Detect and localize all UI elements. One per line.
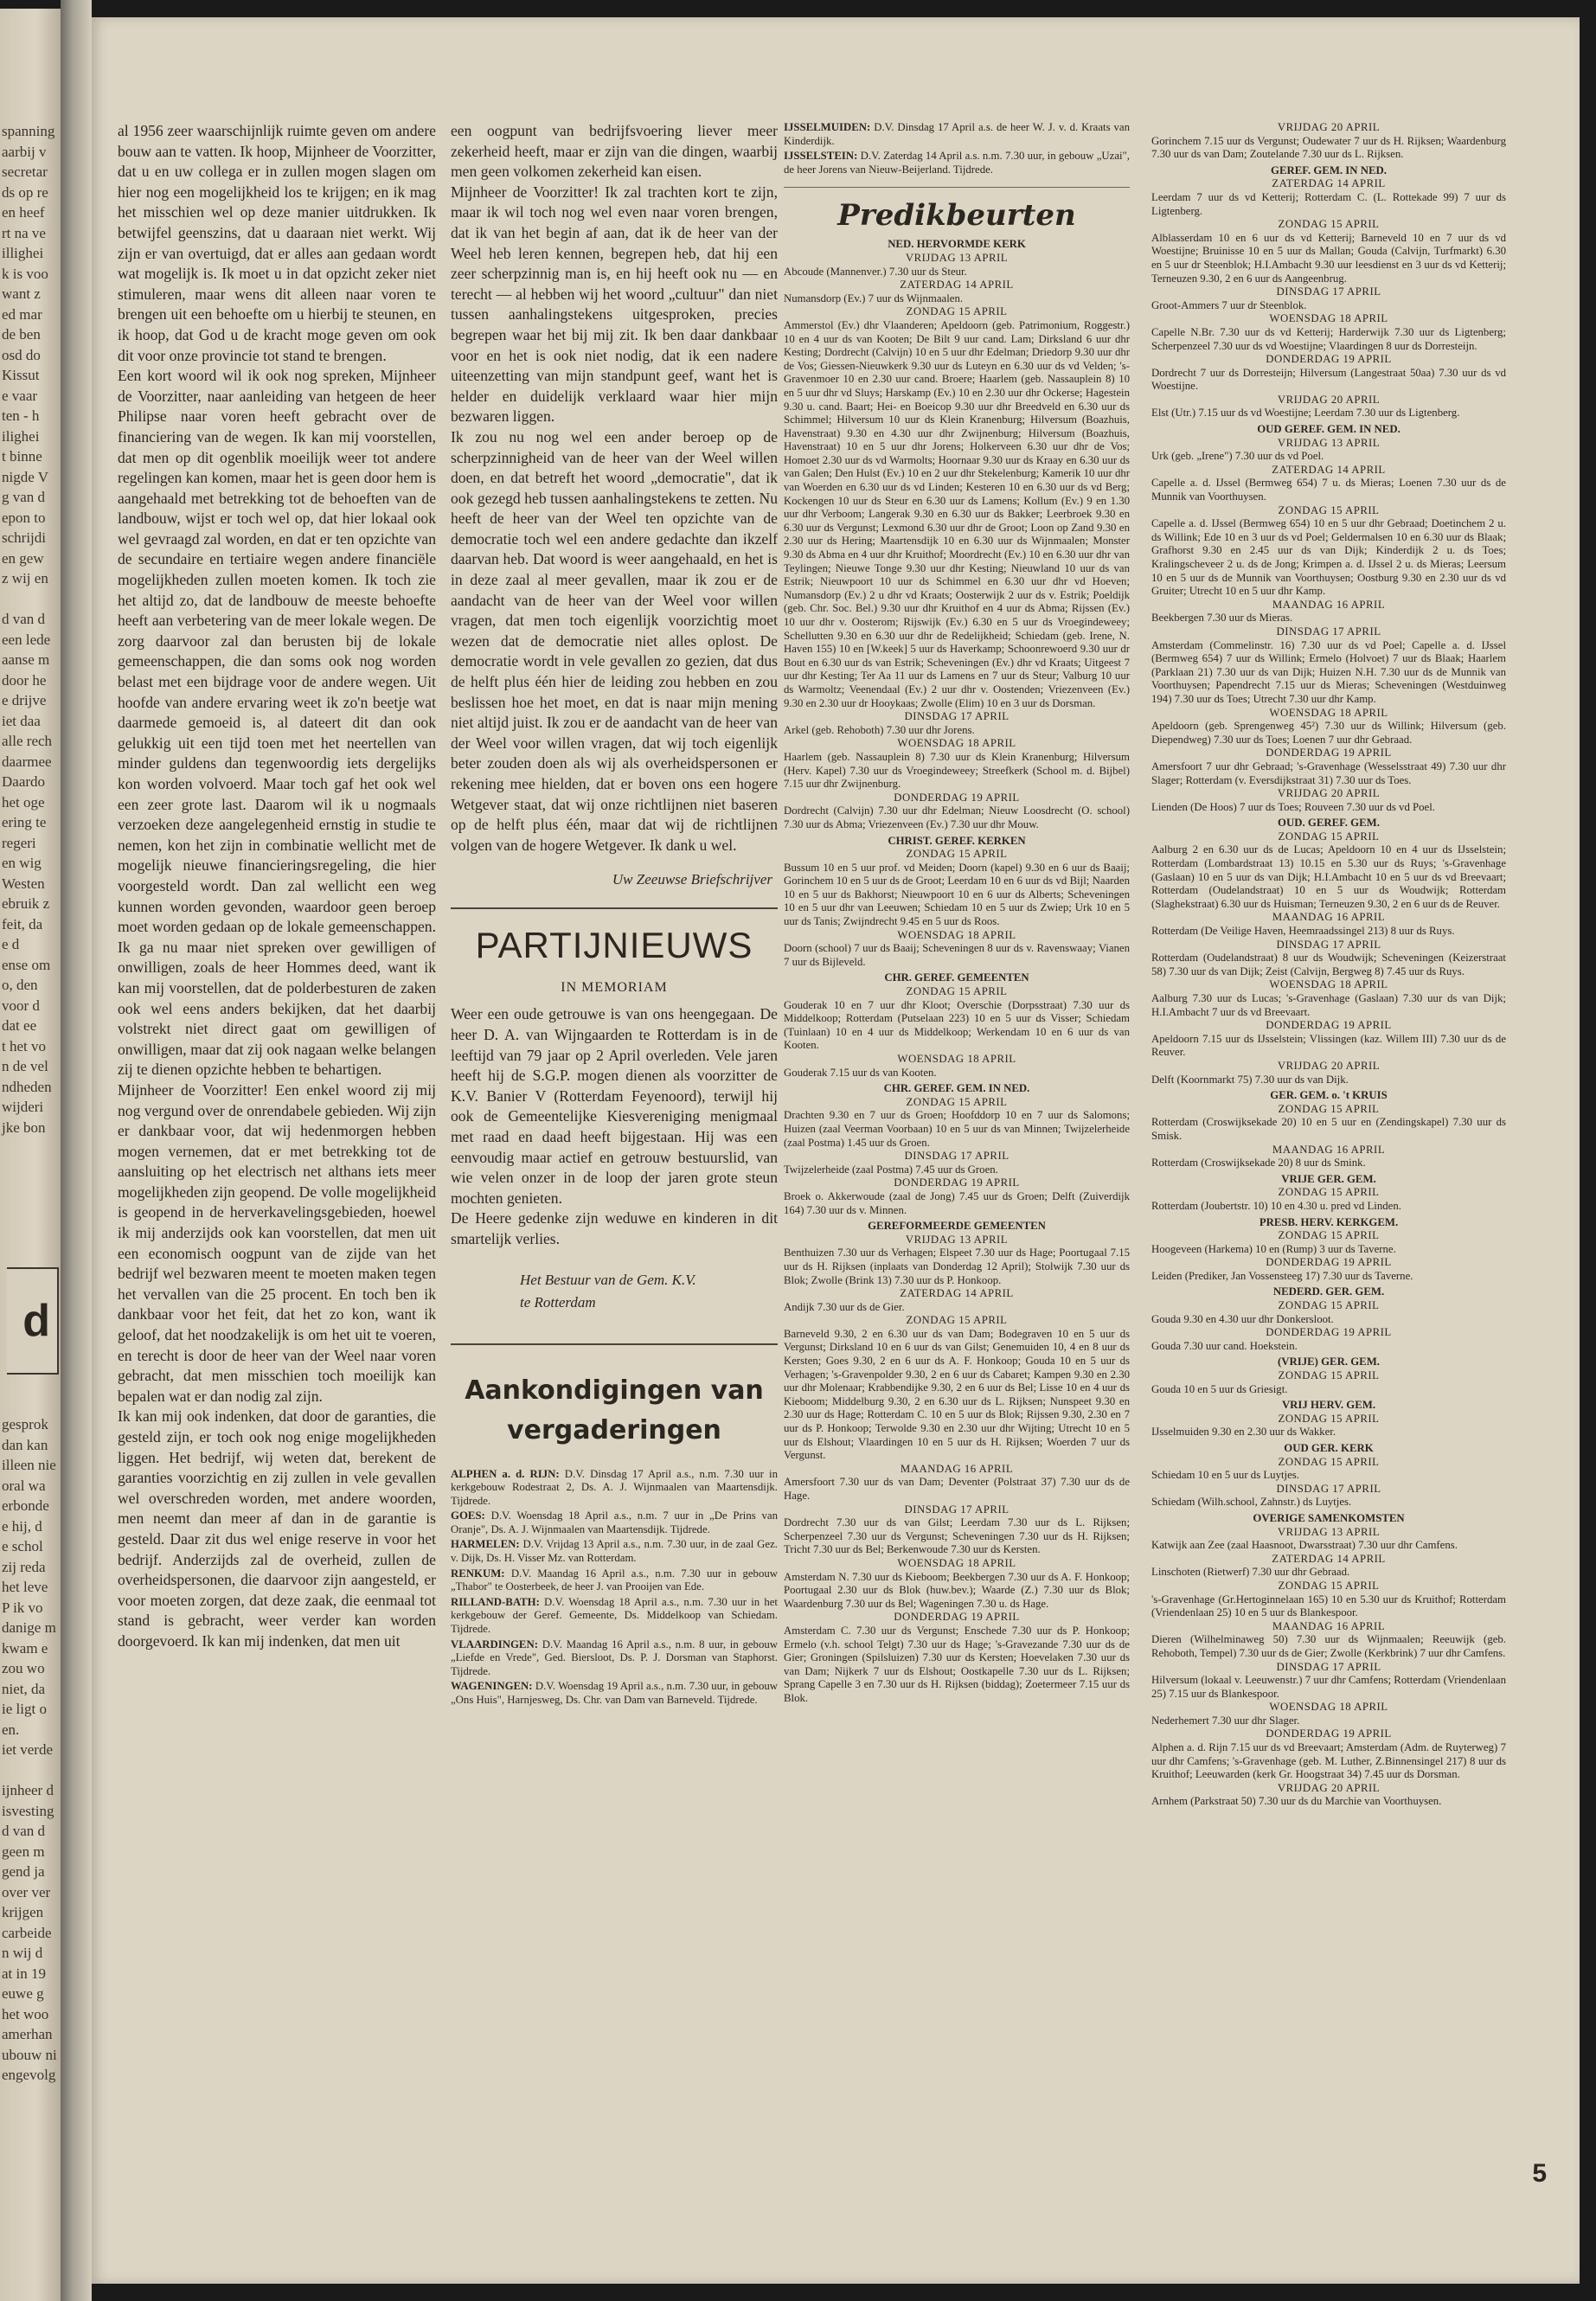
schedule-text: Hoogeveen (Harkema) 10 en (Rump) 3 uur ds Taverne. (1151, 1242, 1396, 1255)
left-page-line: de ben (2, 326, 41, 343)
paragraph: een oogpunt van bedrijfsvoering liever meer zekerheid heeft, maar er zijn van die dingen, waarbij men geen volkomen zekerheid kan eisen. (451, 122, 778, 181)
day-heading: ZONDAG 15 APRIL (906, 985, 1008, 998)
left-page-line: osd do (2, 346, 41, 363)
schedule-text: Arnhem (Parkstraat 50) 7.30 uur ds du Marchie van Voorthuysen. (1151, 1795, 1442, 1808)
left-page-line: over ver (2, 1883, 51, 1900)
column-2 (451, 121, 778, 1709)
schedule-text: Dieren (Wilhelminaweg 50) 7.30 uur ds Wijnmaalen; Reeuwijk (geb. Rehoboth, Tempel) 7.30 uur ds de Gier; Zwolle (Kerkbrink) 7 uur dhr Camfens. (1151, 1633, 1506, 1659)
schedule-text: Urk (geb. „Irene") 7.30 uur ds vd Poel. (1151, 450, 1324, 463)
day-heading: ZONDAG 15 APRIL (906, 305, 1008, 318)
day-heading: ZONDAG 15 APRIL (1278, 1412, 1380, 1425)
announcement-text: D.V. Maandag 16 April a.s., n.m. 8 uur, in gebouw „Liefde en Vrede", Ged. Biersloot, Ds. P. J. Dorsman van Staphorst. Tijdrede. (451, 1638, 778, 1677)
schedule-text: Hilversum (lokaal v. Leeuwenstr.) 7 uur dhr Camfens; Rotterdam (Vriendenlaan 25) 7.15 uur ds Blankespoor. (1151, 1674, 1506, 1700)
article-continuation (118, 121, 436, 1652)
day-heading: ZONDAG 15 APRIL (1278, 1299, 1380, 1312)
day-heading: ZONDAG 15 APRIL (1278, 218, 1380, 231)
aank-title-line-1: Aankondigingen van (465, 1375, 764, 1406)
schedule-text: Capelle N.Br. 7.30 uur ds vd Ketterij; Harderwijk 7.30 uur ds Ligtenberg; Scherpenzeel 7.30 uur ds vd Woestijne; Vlaardingen 8 uur ds Dorresteijn. (1151, 325, 1506, 352)
day-heading: DONDERDAG 19 APRIL (1266, 353, 1392, 366)
schedule-text: Broek o. Akkerwoude (zaal de Jong) 7.45 uur ds Groen; Delft (Zuiverdijk 164) 7.30 uur ds v. Minnen. (784, 1189, 1130, 1216)
left-page-line: k is voo (2, 265, 48, 282)
day-heading: ZATERDAG 14 APRIL (900, 279, 1014, 292)
left-page-line: dat ee (2, 1017, 37, 1034)
day-heading: DONDERDAG 19 APRIL (1266, 747, 1392, 760)
schedule-text: Alphen a. d. Rijn 7.15 uur ds vd Breevaart; Amsterdam (Adm. de Ruyterweg) 7 uur dhr Camfens; 's-Gravenhage (geb. M. Luther, Z.Binnensingel 217) 8 uur ds Kruithof; Leeuwarden (kerk Gr. Hoogstraat 34) 7.45 uur ds Dorsman. (1151, 1741, 1506, 1781)
left-page-line: en. (2, 1721, 20, 1738)
schedule-text: Gouderak 10 en 7 uur dhr Kloot; Overschie (Dorpsstraat) 7.30 uur ds Middelkoop; Rotterdam (Putselaan 223) 10 en 5 uur ds Visser; Schiedam (Tuinlaan) 10 en 4 uur ds Middelkoop; Werkendam 10 en 6 uur ds van Kooten. (784, 998, 1130, 1052)
left-page-line: amerhan (2, 2026, 53, 2042)
announcement-entry (451, 1567, 778, 1594)
schedule-text: Amersfoort 7 uur dhr Gebraad; 's-Gravenhage (Wesselsstraat 49) 7.30 uur dhr Slager; Rotterdam (v. Eversdijkstraat 31) 7.30 uur ds Toes. (1151, 760, 1506, 786)
schedule-text: Dordrecht 7.30 uur ds van Gilst; Leerdam 7.30 uur ds L. Rijksen; Scherpenzeel 7.30 uur ds Vergunst; Scheveningen 7.30 uur ds H. Rijksen; Tricht 7.30 uur ds Bel; Berkenwoude 7.30 uur ds Kersten. (784, 1516, 1130, 1556)
schedule-text: Rotterdam (De Veilige Haven, Heemraadssingel 213) 8 uur ds Ruys. (1151, 925, 1455, 938)
left-page-line: feit, da (2, 915, 43, 933)
schedule-text: Gouda 7.30 uur cand. Hoekstein. (1151, 1339, 1298, 1352)
day-heading: ZONDAG 15 APRIL (1278, 1579, 1380, 1592)
left-page-line: secretar (2, 163, 48, 180)
day-heading: VRIJDAG 13 APRIL (905, 251, 1009, 264)
day-heading: VRIJDAG 20 APRIL (1277, 1781, 1381, 1794)
church-heading: VRIJ HERV. GEM. (1281, 1399, 1376, 1412)
left-page-edge (0, 9, 61, 2301)
left-page-line: zij reda (2, 1558, 46, 1575)
church-heading: OUD GER. KERK (1284, 1442, 1374, 1454)
left-page-line: dan kan (2, 1436, 48, 1453)
left-page-line: d van d (2, 611, 46, 627)
day-heading: ZATERDAG 14 APRIL (1272, 177, 1386, 190)
left-page-line: at in 19 (2, 1965, 46, 1982)
left-page-line: wijderi (2, 1099, 44, 1115)
schedule-text: Leerdam 7 uur ds vd Ketterij; Rotterdam C. (L. Rottekade 99) 7 uur ds Ligtenberg. (1151, 190, 1506, 217)
day-heading: MAANDAG 16 APRIL (1272, 598, 1386, 611)
left-page-line: euwe g (2, 1985, 44, 2002)
schedule-text: Apeldoorn 7.15 uur ds IJsselstein; Vlissingen (kaz. Willem III) 7.30 uur ds de Reuver. (1151, 1032, 1506, 1059)
schedule-text: Schiedam 10 en 5 uur ds Luytjes. (1151, 1469, 1299, 1482)
schedule-text: Doorn (school) 7 uur ds Baaij; Scheveningen 8 uur ds v. Ravenswaay; Vianen 7 uur ds Bijleveld. (784, 942, 1130, 968)
left-page-line: schrijdi (2, 529, 46, 546)
day-heading: ZONDAG 15 APRIL (906, 1095, 1008, 1108)
schedule-text: Nederhemert 7.30 uur dhr Slager. (1151, 1714, 1300, 1727)
left-page-line: een lede (2, 631, 51, 648)
paragraph: Ik zou nu nog wel een ander beroep op de scherpzinnigheid van de heer van der Weel willen doen, en dat betreft het woord „democratie", dat ik ook gezegd heb tussen aanhalingstekens te zetten. Nu heeft de heer van der Weel ten opzichte van de democratie toch wel een andere gedachte dan ikzelf daarvan heb. Dat woord is weer aangehaald, en het is in deze zaal al meer gevallen, maar ik zou er de aandacht van de heer van der Weel voor willen vragen, dat men toch eigenlijk voorzichtig moet wezen dat de democratie niet alles oplost. De democratie wordt in vele gevallen zo gezien, dat dus de helft plus één hier de leiding zou hebben en zou beslissen hoe het moet, en dat is naar mijn mening niet altijd juist. Ik zou er de aandacht van de heer van der Weel voor willen vragen, dat wij toch eigenlijk beter zouden doen als wij als overheidspersonen er rekening mee hielden, dat er boven ons een hogere Wetgever staat, dat wij onze richtlijnen niet baseren op de helft plus één, maar dat wij de richtlijnen volgen van de hogere Wetgever. Ik dank u wel. (451, 427, 778, 854)
left-page-box-letter: d (22, 1296, 50, 1346)
left-page-text (0, 9, 61, 1138)
schedule-text: Abcoude (Mannenver.) 7.30 uur ds Steur. (784, 265, 967, 278)
left-page-line: iet daa (2, 712, 41, 729)
left-page-line: en wig (2, 855, 42, 871)
left-page-line: Daardo (2, 773, 46, 790)
announcement-place: VLAARDINGEN: (451, 1638, 538, 1650)
memoriam-text (451, 1004, 778, 1249)
schedule-text: Drachten 9.30 en 7 uur ds Groen; Hoofddorp 10 en 7 uur ds Salomons; Huizen (zaal Veerman Voorbaan) 10 en 5 uur ds van Minnen; Twijzelerheide (zaal Postma) 1.45 uur ds Groen. (784, 1109, 1130, 1149)
column-3 (784, 121, 1130, 1706)
day-heading: DONDERDAG 19 APRIL (894, 791, 1020, 804)
divider (451, 907, 778, 909)
announcement-place: IJSSELSTEIN: (784, 150, 858, 163)
left-page-line: illighei (2, 245, 44, 261)
day-heading: VRIJDAG 13 APRIL (1277, 1525, 1381, 1538)
left-page-line: het woo (2, 2005, 49, 2022)
left-page-line: e d (2, 936, 20, 952)
day-heading: ZONDAG 15 APRIL (906, 1314, 1008, 1327)
church-heading: NED. HERVORMDE KERK (888, 238, 1026, 251)
announcement-place: WAGENINGEN: (451, 1680, 533, 1693)
schedule-text: Delft (Koornmarkt 75) 7.30 uur ds van Dijk. (1151, 1073, 1349, 1086)
left-page-line: rt na ve (2, 224, 46, 241)
announcement-text: D.V. Woensdag 19 April a.s., n.m. 7.30 uur, in gebouw „Ons Huis", Harnjesweg, Ds. Chr. van Dam van Barneveld. Tijdrede. (451, 1680, 778, 1706)
paragraph: Mijnheer de Voorzitter! Een enkel woord zij mij nog vergund over de onrendabele gebieden. Wij zijn er dankbaar voor, dat wij hedenmorgen hebben mogen vernemen, dat er met betrekking tot de aansluiting op het electrisch net althans iets meer mogelijkheden zijn geopend. De volle mogelijkheid is geopend in de herverkavelingsgebieden, hoewel ik mij anderzijds ook kan voorstellen, dat men uit een economisch oogpunt van de zijde van het bedrijf wel bezwaren meent te moeten maken tegen het vervallen van die 25 procent. En toch ben ik dankbaar voor het feit, dat het zo kon, want ik geloof, dat het noodzakelijk is om het uit te voeren, en terecht is door de heer van der Weel naar voren gebracht, dat men misschien toch moeilijk kan bepalen wat er dan nodig zal zijn. (118, 1080, 436, 1405)
left-page-line: t binne (2, 448, 42, 465)
announcement-list (451, 1468, 778, 1708)
day-heading: DINSDAG 17 APRIL (904, 1150, 1010, 1163)
announcement-entry (451, 1538, 778, 1565)
schedule-text: 's-Gravenhage (Gr.Hertoginnelaan 165) 10 en 5.30 uur ds Kruithof; Rotterdam (Vriendenlaan 25) 10 en 5 uur ds Blankespoor. (1151, 1593, 1506, 1619)
left-page-line: danige m (2, 1619, 56, 1636)
left-page-line: oral wa (2, 1477, 46, 1494)
schedule-text: Schiedam (Wilh.school, Zahnstr.) ds Luytjes. (1151, 1496, 1352, 1509)
day-heading: DONDERDAG 19 APRIL (894, 1176, 1020, 1189)
left-page-line: t het vo (2, 1037, 46, 1054)
schedule-text: Bussum 10 en 5 uur prof. vd Meiden; Doorn (kapel) 9.30 en 6 uur ds Baaij; Gorinchem 10 en 5 uur ds de Groot; Leerdam 10 en 6 uur ds vd Bijl; Naarden 10 en 5 uur ds Bakhorst; Nieuwpoort 10 en 6 uur ds Alberts; Scheveningen 10 en 5 uur dhr van Leeuwen; Schiedam 10 en 5 uur ds Zwiep; Urk 10 en 5 uur ds Tanis; Zwijndrecht 9.45 en 5 uur ds Roos. (784, 861, 1130, 928)
schedule-text: Aalburg 7.30 uur ds Lucas; 's-Gravenhage (Gaslaan) 7.30 uur ds van Dijk; H.I.Ambacht 7 uur ds vd Breevaart. (1151, 992, 1506, 1018)
left-page-line: door he (2, 671, 47, 689)
article-signature: Uw Zeeuwse Briefschrijver (612, 871, 772, 888)
left-page-line: P ik vo (2, 1599, 43, 1616)
day-heading: ZONDAG 15 APRIL (1278, 1102, 1380, 1115)
announcement-entry (784, 121, 1130, 148)
schedule-text: Apeldoorn (geb. Sprengenweg 45²) 7.30 uur ds Willink; Hilversum (geb. Diependweg) 7.30 uur ds Toes; Loenen 7 uur dhr Gebraad. (1151, 720, 1506, 746)
newspaper-page (92, 17, 1580, 2284)
left-page-line: aanse m (2, 651, 50, 668)
announcement-entry (451, 1596, 778, 1637)
day-heading: DINSDAG 17 APRIL (1276, 1660, 1381, 1673)
left-page-line: ds op re (2, 183, 48, 201)
left-page-line: e hij, d (2, 1517, 42, 1535)
announcement-text: D.V. Vrijdag 13 April a.s., n.m. 7.30 uur, in de zaal Gez. v. Dijk, Ds. H. Visser Mz. van Rotterdam. (451, 1538, 778, 1565)
schedule-text: Barneveld 9.30, 2 en 6.30 uur ds van Dam; Bodegraven 10 en 5 uur ds Vergunst; Dirksland 10 en 6 uur ds van Gilst; Genemuiden 10, 4 en 8 uur ds Kersten; Goes 9.30, 2 en 6 uur ds A. F. Honkoop; Gouda 10 en 5 uur ds Verhagen; 's-Gravenpolder 9.30, 2 en 6 uur ds Cabaret; Kampen 9.30 en 2.30 uur dhr Molenaar; Krabbendijke 9.30, 2 en 6 uur ds Bel; Lisse 10 en 4 uur ds Kieboom; Middelburg 9.30, 2 en 6.30 uur ds L. Rijksen; Nunspeet 9.30 en 2.30 uur ds Hage; Rotterdam C. 10 en 5 uur ds Blok; Rijssen 9.30, 2.30 en 7 uur ds P. Honkoop; Terwolde 9.30 en 2.30 uur dhr Wijting; Utrecht 10 en 5 uur ds Elshout; Vlaardingen 10 en 5 uur ds H. Rijksen; Woerden 7 uur ds Vergunst. (784, 1327, 1130, 1462)
day-heading: DINSDAG 17 APRIL (904, 710, 1010, 723)
day-heading: DINSDAG 17 APRIL (1276, 285, 1381, 298)
left-page-line: geen m (2, 1843, 45, 1860)
left-page-line: iet verde (2, 1741, 53, 1758)
day-heading: VRIJDAG 13 APRIL (905, 1233, 1009, 1246)
schedule-text: Beekbergen 7.30 uur ds Mieras. (1151, 612, 1293, 625)
left-page-line: ense om (2, 956, 51, 973)
announcement-entry (451, 1638, 778, 1679)
left-page-line: alle rech (2, 733, 53, 749)
schedule-text: Haarlem (geb. Nassauplein 8) 7.30 uur ds Klein Kranenburg; Hilversum (Herv. Kapel) 7.30 uur ds Vroegindeweey; Streefkerk (School m. d. Bijbel) 7.15 uur dhr Zwijnenburg. (784, 750, 1130, 791)
day-heading: WOENSDAG 18 APRIL (1269, 706, 1388, 719)
day-heading: DINSDAG 17 APRIL (904, 1503, 1010, 1516)
left-page-line: zou wo (2, 1660, 45, 1676)
left-page-line: ndheden (2, 1078, 52, 1095)
divider (784, 187, 1130, 188)
left-page-line: gesprok (2, 1416, 48, 1433)
day-heading: ZONDAG 15 APRIL (1278, 503, 1380, 516)
schedule-text: Linschoten (Rietwerf) 7.30 uur dhr Gebraad. (1151, 1566, 1350, 1579)
memoriam-signature-line-1: Het Bestuur van de Gem. K.V. (520, 1271, 696, 1288)
schedule-text: Numansdorp (Ev.) 7 uur ds Wijnmaalen. (784, 292, 964, 304)
schedule-text: Twijzelerheide (zaal Postma) 7.45 uur ds Groen. (784, 1163, 998, 1176)
left-page-line: krijgen (2, 1904, 44, 1920)
schedule-text: Gouderak 7.15 uur ds van Kooten. (784, 1066, 937, 1079)
memoriam-heading: IN MEMORIAM (561, 980, 668, 996)
day-heading: WOENSDAG 18 APRIL (1269, 312, 1388, 325)
day-heading: ZONDAG 15 APRIL (1278, 1186, 1380, 1199)
memoriam-signature-line-2: te Rotterdam (520, 1293, 596, 1311)
announcement-text: D.V. Maandag 16 April a.s., n.m. 7.30 uur in gebouw „Thabor" te Oosterbeek, de heer J. van Prooijen van Ede. (451, 1567, 778, 1593)
announcement-entry (451, 1680, 778, 1707)
left-page-line: ie ligt o (2, 1701, 47, 1717)
schedule-text: Dordrecht 7 uur ds Dorresteijn; Hilversum (Langestraat 50aa) 7.30 uur ds vd Woestijne. (1151, 366, 1506, 393)
announcement-text: D.V. Dinsdag 17 April a.s. de heer W. J. v. d. Kraats van Kinderdijk. (784, 121, 1130, 147)
announcement-text: D.V. Dinsdag 17 April a.s., n.m. 7.30 uur in kerkgebouw Rodestraat 2, Ds. A. J. Wijnmaalen van Maartensdijk. Tijdrede. (451, 1467, 778, 1507)
section-title-predikbeurten: Predikbeurten (837, 198, 1076, 234)
schedule-text: Gorinchem 7.15 uur ds Vergunst; Oudewater 7 uur ds H. Rijksen; Waardenburg 7.30 uur ds van Dam; Zoutelande 7.30 uur ds L. Rijksen. (1151, 134, 1506, 161)
memoriam-signature (520, 1269, 778, 1314)
paragraph: Mijnheer de Voorzitter! Ik zal trachten kort te zijn, maar ik wil toch nog wel even naar voren brengen, dat ik van het begin af aan, dat ik de heer van der Weel heb leren kennen, begrepen heb, dat hij een zeer scherpzinnig man is, en hij heeft ook nu — en terecht — al hebben wij het woord „cultuur" dan niet tussen aanhalingstekens uitgesproken, precies begrepen waar het bij mij zit. Ik ben daar dankbaar voor en het is ook niet nodig, dat ik een nadere uiteenzetting van mijn standpunt geef, want het is helder en duidelijk verklaard waar hier mijn bezwaren liggen. (451, 183, 778, 426)
aank-title-line-2: vergaderingen (507, 1414, 721, 1445)
left-page-line: het leve (2, 1579, 48, 1595)
left-page-line: n de vel (2, 1058, 48, 1074)
left-page-line (0, 589, 61, 610)
paragraph: De Heere gedenke zijn weduwe en kinderen in dit smartelijk verlies. (451, 1209, 778, 1247)
announcement-place: HARMELEN: (451, 1538, 520, 1551)
schedule-text: Benthuizen 7.30 uur ds Verhagen; Elspeet 7.30 uur ds Hage; Poortugaal 7.15 uur ds H. Rijksen (inplaats van Donderdag 12 April); Stolwijk 7.30 uur ds Blok; Zwolle (Brink 13) 7.30 uur ds P. Honkoop. (784, 1247, 1130, 1286)
paragraph: al 1956 zeer waarschijnlijk ruimte geven om andere bouw aan te vatten. Ik hoop, Mijnheer de Voorzitter, dat u en uw collega er in zullen mogen slagen om hier nog een mogelijkheid los te krijgen; en ik mag het misschien wel op deze manier uitdrukken. Ik betwijfel geenszins, dat u daaraan niet werkt. Wij zijn er van overtuigd, dat er alles aan gedaan wordt wat mogelijk is. Ik moet u in dat opzicht zeker niet stimuleren, maar wens dit alleen naar voren te brengen uit een behoefte om u hierbij te steunen, en ik hoop, dat God u de kracht moge geven om ook dit voor onze provincie tot stand te brengen. (118, 122, 436, 364)
day-heading: ZONDAG 15 APRIL (1278, 1229, 1380, 1242)
left-page-line: epon to (2, 509, 46, 526)
day-heading: WOENSDAG 18 APRIL (897, 1556, 1016, 1569)
column-4 (1151, 121, 1506, 1809)
day-heading: DINSDAG 17 APRIL (1276, 625, 1381, 638)
left-page-line: het oge (2, 793, 45, 811)
left-page-line: ebruik z (2, 895, 50, 912)
left-page-line: jke bon (2, 1118, 46, 1136)
day-heading: DONDERDAG 19 APRIL (894, 1611, 1020, 1624)
schedule-text: Capelle a. d. IJssel (Bermweg 654) 7 u. ds Mieras; Loenen 7.30 uur ds de Munnik van Voorthuysen. (1151, 477, 1506, 503)
announcement-text: D.V. Zaterdag 14 April a.s. n.m. 7.30 uur, in gebouw „Uzai", de heer Jorens van Nieuw-Beijerland. Tijdrede. (784, 150, 1130, 176)
schedule-text: Katwijk aan Zee (zaal Haasnoot, Dwarsstraat) 7.30 uur dhr Camfens. (1151, 1539, 1458, 1552)
church-heading: GEREFORMEERDE GEMEENTEN (868, 1220, 1046, 1233)
left-page-line: gend ja (2, 1863, 45, 1880)
church-heading: NEDERD. GER. GEM. (1272, 1285, 1385, 1298)
announcement-list-continued (784, 121, 1130, 176)
day-heading: WOENSDAG 18 APRIL (897, 1053, 1016, 1065)
left-page-line: aarbij v (2, 143, 47, 160)
paragraph: Een kort woord wil ik ook nog spreken, Mijnheer de Voorzitter, naar aanleiding van hetgeen de heer Philipse naar voren heeft gebracht over de financiering van de wegen. Ik kan mij voorstellen, dat men op dit ogenblik moeilijk weer tot andere regelingen kan komen, maar het is geen door hem is aangehaald met betrekking tot de behoeften van de landbouw, wijst er toch wel op, dat hier lokaal ook wel gevraagd zal worden, en dat er ten opzichte van de secundaire en tertiaire wegen andere financiële mogelijkheden zullen moeten komen. Ik toch zie het altijd zo, dat de landbouw de meeste behoefte heeft aan verbetering van de meer lokale wegen. De zorg daarvoor zal dan berusten bij de lokale gemeenschappen, die dan soms ook nog worden belast met een bijdrage voor de andere wegen. Uit hoofde van andere ervaring weet ik zo'n beetje wat daarmede gemoeid is, al dateert dit dan ook gelukkig uit een tijd toen met het neertellen van minder guldens dan tegenwoordig iets dergelijks kon worden volvoerd. Maar toch gaf het ook wel een zeer grote last. Daarom wil ik u nogmaals verzoeken deze aangelegenheid ernstig in studie te nemen, kon het zijn in combinatie wellicht met de mogelijk nieuwe financieringsregeling, die hier voorgesteld wordt. Dan zal wellicht een weg kunnen worden gevonden, waardoor geen beroep moet worden gedaan op de lokale gemeenschappen. Ik ga nu maar niet spreken over gewilligen of onwilligen, zoals de heer Hommes deed, want ik kan mij voorstellen, dat de polderbesturen de zaken ook wel eens anders bekijken, dat het daarbij volstrekt niet direct gaat om gewilligen of onwilligen, maar dat zij ook nagaan welke belangen zij te dienen opzichte hebben te behartigen. (118, 367, 436, 1079)
day-heading: WOENSDAG 18 APRIL (1269, 1701, 1388, 1714)
church-heading: CHR. GEREF. GEMEENTEN (884, 971, 1029, 984)
announcement-text: D.V. Woensdag 18 April a.s., n.m. 7.30 uur in het kerkgebouw der Geref. Gemeente, Ds. Middelkoop van Schiedam. Tijdrede. (451, 1595, 778, 1636)
column-1 (118, 121, 436, 1652)
day-heading: DONDERDAG 19 APRIL (1266, 1019, 1392, 1032)
left-page-line: want z (2, 285, 41, 302)
day-heading: ZONDAG 15 APRIL (906, 848, 1008, 861)
schedule-text: Elst (Utr.) 7.15 uur ds vd Woestijne; Leerdam 7.30 uur ds Ligtenberg. (1151, 407, 1460, 420)
schedule-text: Ammerstol (Ev.) dhr Vlaanderen; Apeldoorn (geb. Patrimonium, Roggestr.) 10 en 4 uur ds van Kooten; De Bilt 9 uur cand. Lam; Dirksland 6 uur dhr Kesting; Dordrecht (Calvijn) 10 en 5 uur dhr Edelman; Driedorp 9.30 uur dhr de Vos; Giessen-Nieuwkerk 9.30 uur ds Luteyn en 6.30 uur ds vd Velden; 's-Gravenmoer 10 en 2.30 uur cand. Broere; Haarlem (geb. Nassauplein 8) 10 en 5 uur dhr vd Sluys; Harskamp (Ev.) 10 en 2.30 uur dhr Ockerse; Hagestein 9.30 u. cand. Baart; Hei- en Boeicop 9.30 uur dhr Breedveld en 6.30 uur ds Schimmel; Hilversum 10 uur ds Klein Kranenburg; Hilversum (Boazhuis, Havenstraat) 9.30 en 4.30 uur dhr Zwijnenburg; Hilversum (Boazhuis, Havenstraat) 10 en 5 uur dhr Jorens; Holkerveen 6.30 uur dhr de Vos; Homoet 2.30 uur ds vd Warmolts; Hoornaar 9.30 uur ds Kraay en 6.30 uur ds van Galen; Den Hulst (Ev.) 10 en 2 uur dhr Stekelenburg; Kamerik 10 uur dhr van Woerden en 6.30 uur ds vd Linden; Kesteren 10 en 6.30 uur ds vd Berg; Kockengen 10 uur ds Steur en 6.30 uur ds Lamens; Kollum (Ev.) 9 en 1.30 uur dhr Verboom; Langerak 9.30 en 6.30 uur ds Bakker; Leerbroek 9.30 en 6.30 uur ds Vergunst; Lexmond 6.30 uur dhr de Groot; Loon op Zand 9.30 en 2.30 uur ds Hering; Maartensdijk 10 en 6.30 uur ds Wijnmaalen; Monster 9.30 ds Abma en 4 uur dhr Kruithof; Moordrecht (Ev.) 10 en 6.30 uur dhr van Teylingen; Nieuwe Tonge 9.30 uur dhr Kesting; Nieuwland 10 uur ds van Estrik; Nieuwpoort 10 uur ds Schimmel en 6.30 uur dhr vd Hoeven; Numansdorp (Ev.) 2 u dhr vd Kraats; Oosterwijk 2 uur ds v. Estrik; Poeldijk (geb. Chr. Soc. Bel.) 9.30 uur dhr Kruithof en 4 uur ds Abma; Rijssen (Ev.) 10 uur dhr v. Oosterom; Rijswijk (Ev.) 6.30 en 5 uur ds Vroegindeweey; Schellutten 9.30 en 6.30 uur dhr de Redelijkheid; Schiedam (geb. Irene, N. Haven 155) 10 en [W.keek] 5 uur ds Haverkamp; Schoonrewoerd 9.30 uur dr Bout en 6.30 uur ds van Estrik; Scheveningen (Ev.) dhr vd Kraats; Uitgeest 7 uur dhr Kesting; Ter Aa 11 uur ds Lamens en 7 uur ds Steur; Valburg 10 uur ds Warmoltz; Veenendaal (Ev.) 2 uur dhr v. Oostenden; Vriezenveen (Ev.) 9.30 en 2.30 uur dr Hooykaas; Zwolle (Elim) 10 en 3 uur ds Dorsman. (784, 318, 1130, 709)
schedule-text: Rotterdam (Croswijksekade 20) 10 en 5 uur en (Zendingskapel) 7.30 uur ds Smisk. (1151, 1116, 1506, 1142)
left-page-line: kwam e (2, 1639, 48, 1657)
schedule-text: Leiden (Prediker, Jan Vossensteeg 17) 7.30 uur ds Taverne. (1151, 1269, 1413, 1282)
schedule-text: Rotterdam (Oudelandstraat) 8 uur ds Woudwijk; Scheveningen (Keizerstraat 58) 7.30 uur ds van Dijk; Zeist (Calvijn, Bergweg 8) 7.45 uur ds Ruys. (1151, 952, 1506, 977)
church-heading: PRESB. HERV. KERKGEM. (1259, 1215, 1399, 1228)
day-heading: WOENSDAG 18 APRIL (1269, 978, 1388, 991)
page-fold (61, 0, 92, 2301)
left-page-line: isvesting (2, 1802, 54, 1819)
left-page-line: voor d (2, 997, 40, 1014)
announcement-entry (784, 150, 1130, 176)
day-heading: VRIJDAG 20 APRIL (1277, 121, 1381, 133)
schedule-text: Arkel (geb. Rehoboth) 7.30 uur dhr Jorens. (784, 723, 975, 736)
day-heading: DONDERDAG 19 APRIL (1266, 1326, 1392, 1339)
sermon-schedule-continued (1151, 121, 1506, 1809)
church-heading: CHRIST. GEREF. KERKEN (888, 834, 1026, 847)
schedule-text: Amersfoort 7.30 uur ds van Dam; Deventer (Polstraat 37) 7.30 uur ds de Hage. (784, 1476, 1130, 1502)
schedule-text: Groot-Ammers 7 uur dr Steenblok. (1151, 298, 1307, 311)
day-heading: ZONDAG 15 APRIL (1278, 830, 1380, 843)
sermon-schedule (784, 238, 1130, 1705)
day-heading: DINSDAG 17 APRIL (1276, 1482, 1381, 1495)
day-heading: VRIJDAG 20 APRIL (1277, 393, 1381, 406)
announcement-text: D.V. Woensdag 18 April a.s., n.m. 7 uur in „De Prins van Oranje", Ds. A. J. Wijnmaalen van Maartensdijk. Tijdrede. (451, 1509, 778, 1535)
schedule-text: Capelle a. d. IJssel (Bermweg 654) 10 en 5 uur dhr Gebraad; Doetinchem 2 u. ds Willink; Ede 10 en 3 uur ds vd Poel; Geldermalsen 10 en 6.30 uur ds Blaak; Grafhorst 9.30 en 2.45 uur ds van Dijk; Kinderdijk 2 u. ds Toes; Kralingscheveer 2 u. ds de Jong; Krimpen a. d. IJssel 2 u. ds Mieras; Leersum 10 en 5 uur ds de Munnik van Voorthuysen; Oostburg 9.30 en 2.30 uur ds vd Gruiter; Utrecht 10 en 5 uur dhr Kamp. (1151, 517, 1506, 598)
day-heading: MAANDAG 16 APRIL (1272, 1143, 1386, 1156)
day-heading: VRIJDAG 20 APRIL (1277, 787, 1381, 800)
left-page-line: regeri (2, 834, 36, 851)
schedule-text: Aalburg 2 en 6.30 uur ds de Lucas; Apeldoorn 10 en 4 uur ds IJsselstein; Rotterdam (Lombardstraat 13) 10.15 en 5.30 uur ds Ruys; 's-Gravenhage (Gaslaan) 10 en 5 uur ds van Dijk; H.I.Ambacht 10 en 5 uur ds vd Breevaart; Rotterdam (Oudelandstraat) 10 en 5 uur ds Woudwijk; Rotterdam (Slaghekstraat) 6.30 uur ds Huisman; Terneuzen 9.30, 2 en 6 uur ds de Reuver. (1151, 843, 1506, 910)
announcement-place: GOES: (451, 1509, 485, 1522)
schedule-text: Rotterdam (Croswijksekade 20) 8 uur ds Smink. (1151, 1157, 1366, 1170)
announcement-place: RENKUM: (451, 1567, 505, 1580)
divider (451, 1343, 778, 1345)
schedule-text: Amsterdam C. 7.30 uur ds Vergunst; Enschede 7.30 uur ds P. Honkoop; Ermelo (v.h. school Telgt) 7.30 uur ds Hage; 's-Gravezande 7.30 uur ds de Gier; Groningen (Spilsluizen) 7.30 uur ds Kersten; Hoevelaken 7.30 uur ds van Dam; Nijkerk 7 uur ds Elshout; Oostkapelle 7.30 uur ds L. Rijksen; Sprang Capelle 3 en 7.30 uur ds H. Rijksen (biddag); Zoetermeer 7.15 uur ds Blok. (784, 1624, 1130, 1704)
church-heading: GER. GEM. o. 't KRUIS (1270, 1089, 1388, 1102)
church-heading: GEREF. GEM. IN NED. (1271, 163, 1387, 176)
schedule-text: Andijk 7.30 uur ds de Gier. (784, 1300, 905, 1313)
left-page-text-lower (0, 1414, 57, 2086)
left-page-line: ering te (2, 814, 47, 830)
left-page-line: ubouw ni (2, 2046, 57, 2063)
day-heading: DINSDAG 17 APRIL (1276, 938, 1381, 951)
left-page-line: n wij d (2, 1945, 43, 1961)
left-page-line: ten - h (2, 407, 40, 424)
day-heading: ZONDAG 15 APRIL (1278, 1369, 1380, 1382)
left-page-line: Westen (2, 875, 45, 892)
day-heading: ZONDAG 15 APRIL (1278, 1455, 1380, 1468)
announcement-entry (451, 1509, 778, 1536)
left-page-line: spanning (2, 123, 55, 139)
article-continuation-2 (451, 121, 778, 856)
left-page-box (7, 1267, 59, 1375)
day-heading: ZATERDAG 14 APRIL (1272, 463, 1386, 476)
day-heading: ZATERDAG 14 APRIL (1272, 1552, 1386, 1565)
left-page-line: o, den (2, 977, 38, 993)
schedule-text: Gouda 9.30 en 4.30 uur dhr Donkersloot. (1151, 1312, 1334, 1325)
announcement-entry (451, 1468, 778, 1509)
church-heading: OUD GEREF. GEM. IN NED. (1257, 423, 1401, 436)
left-page-line: e drijve (2, 692, 47, 708)
day-heading: WOENSDAG 18 APRIL (897, 928, 1016, 941)
announcement-place: RILLAND-BATH: (451, 1595, 540, 1608)
day-heading: MAANDAG 16 APRIL (900, 1462, 1014, 1475)
left-page-line: z wij en (2, 570, 48, 586)
left-page-line: e vaar (2, 387, 38, 404)
schedule-text: Amsterdam N. 7.30 uur ds Kieboom; Beekbergen 7.30 uur ds A. F. Honkoop; Poortugaal 2.30 uur ds Blok (huw.bev.); Waarde (Z.) 7.30 uur ds Blok; Waardenburg 7.30 uur ds Bel; Wageningen 7.30 u. ds Hage. (784, 1570, 1130, 1610)
left-page-line: nigde V (2, 468, 48, 485)
day-heading: WOENSDAG 18 APRIL (897, 737, 1016, 750)
day-heading: MAANDAG 16 APRIL (1272, 1619, 1386, 1632)
left-page-line: ijnheer d (2, 1782, 54, 1798)
left-page-line: ilighei (2, 427, 40, 445)
day-heading: VRIJDAG 20 APRIL (1277, 1059, 1381, 1072)
church-heading: CHR. GEREF. GEM. IN NED. (883, 1082, 1030, 1095)
schedule-text: IJsselmuiden 9.30 en 2.30 uur ds Wakker. (1151, 1426, 1336, 1439)
church-heading: VRIJE GER. GEM. (1281, 1172, 1376, 1185)
day-heading: VRIJDAG 13 APRIL (1277, 436, 1381, 449)
day-heading: MAANDAG 16 APRIL (1272, 911, 1386, 924)
day-heading: DONDERDAG 19 APRIL (1266, 1256, 1392, 1269)
left-page-line: niet, da (2, 1680, 46, 1697)
left-page-line: en heef (2, 204, 45, 221)
church-heading: (VRIJE) GER. GEM. (1277, 1356, 1380, 1368)
left-page-line: Kissut (2, 367, 40, 383)
schedule-text: Rotterdam (Joubertstr. 10) 10 en 4.30 u. pred vd Linden. (1151, 1199, 1401, 1212)
left-page-line: illeen nie (2, 1457, 56, 1473)
left-page-line: e schol (2, 1538, 43, 1554)
left-page-line: g van d (2, 489, 46, 505)
page-number: 5 (1532, 2159, 1547, 2188)
day-heading: DONDERDAG 19 APRIL (1266, 1727, 1392, 1740)
left-page-line: d van d (2, 1823, 46, 1839)
schedule-text: Gouda 10 en 5 uur ds Griesigt. (1151, 1382, 1288, 1395)
left-page-line: ed mar (2, 305, 42, 323)
schedule-text: Amsterdam (Commelinstr. 16) 7.30 uur ds vd Poel; Capelle a. d. IJssel (Bermweg 654) 7 uur ds Willink; Ermelo (Holvoet) 7 uur ds Blaak; Haarlem (Parklaan 21) 7.30 uur ds van Dijk; Huizen N.H. 7.30 uur ds de Munnik van Voorthuysen; Papendrecht 7.15 uur ds Mieras; Scheveningen (Westduinweg 194) 7.30 uur ds Toes; Utrecht 7.30 uur dhr Kamp. (1151, 638, 1506, 705)
left-page-line: carbeide (2, 1924, 52, 1941)
day-heading: ZATERDAG 14 APRIL (900, 1287, 1014, 1300)
announcement-place: IJSSELMUIDEN: (784, 121, 871, 133)
paragraph: Ik kan mij ook indenken, dat door de garanties, die gesteld zijn, er toch ook nog enige mogelijkheden liggen. Het bedrijf, wij weten dat, berekent de garanties voorzichtig en zij zullen in vele gevallen wel overschreden worden, met andere woorden, men neemt dan meer af dan in de garantie is gesteld. Daar zit dus wel enige reserve in voor het bedrijf. Anderzijds zal de overheid, zullen de overheidspersonen, die daarvoor zijn aangesteld, er voor moeten zorgen, dat deze zaak, die eenmaal tot stand is gebracht, weer verder kan worden doorgevoerd. Ik kan mij indenken, dat men uit (118, 1407, 436, 1650)
section-title-partijnieuws: PARTIJNIEUWS (475, 925, 753, 966)
section-title-aankondigingen (451, 1371, 778, 1451)
paragraph: Weer een oude getrouwe is van ons heengegaan. De heer D. A. van Wijngaarden te Rotterdam is in de leeftijd van 79 jaar op 2 April overleden. Vele jaren heeft hij de S.G.P. mogen dienen als voorzitter de K.V. Banier V (Rotterdam Feyenoord), terwijl hij ook de Gemeentelijke Kiesvereniging menigmaal met raad en daad heeft bijgestaan. Hij was een eenvoudig maar actief en getrouw bestuurslid, van wie velen onzer in de loop der jaren grote steun mochten genieten. (451, 1005, 778, 1207)
left-page-line (0, 1760, 57, 1781)
schedule-text: Alblasserdam 10 en 6 uur ds vd Ketterij; Barneveld 10 en 7 uur ds vd Woestijne; Bruinisse 10 en 5 uur ds Mallan; Gouda (Calvijn, Turfmarkt) 6.30 en 5 uur dr Steenblok; H.I.Ambacht 9.30 uur leesdienst en 3 uur ds vd Ketterij; Terneuzen 9.30, 2 en 6 uur ds Aangeenbrug. (1151, 231, 1506, 285)
schedule-text: Dordrecht (Calvijn) 7.30 uur dhr Edelman; Nieuw Loosdrecht (O. school) 7.30 uur ds Abma; Vriezenveen (Ev.) 7.30 uur dhr Mouw. (784, 804, 1130, 830)
left-page-line: erbonde (2, 1497, 49, 1514)
announcement-place: ALPHEN a. d. RIJN: (451, 1467, 560, 1480)
left-page-line: daarmee (2, 753, 52, 770)
church-heading: OVERIGE SAMENKOMSTEN (1253, 1511, 1405, 1524)
church-heading: OUD. GEREF. GEM. (1278, 817, 1380, 830)
left-page-line: en gew (2, 549, 44, 567)
schedule-text: Lienden (De Hoos) 7 uur ds Toes; Rouveen 7.30 uur ds vd Poel. (1151, 800, 1435, 813)
left-page-line: engevolg (2, 2067, 56, 2083)
